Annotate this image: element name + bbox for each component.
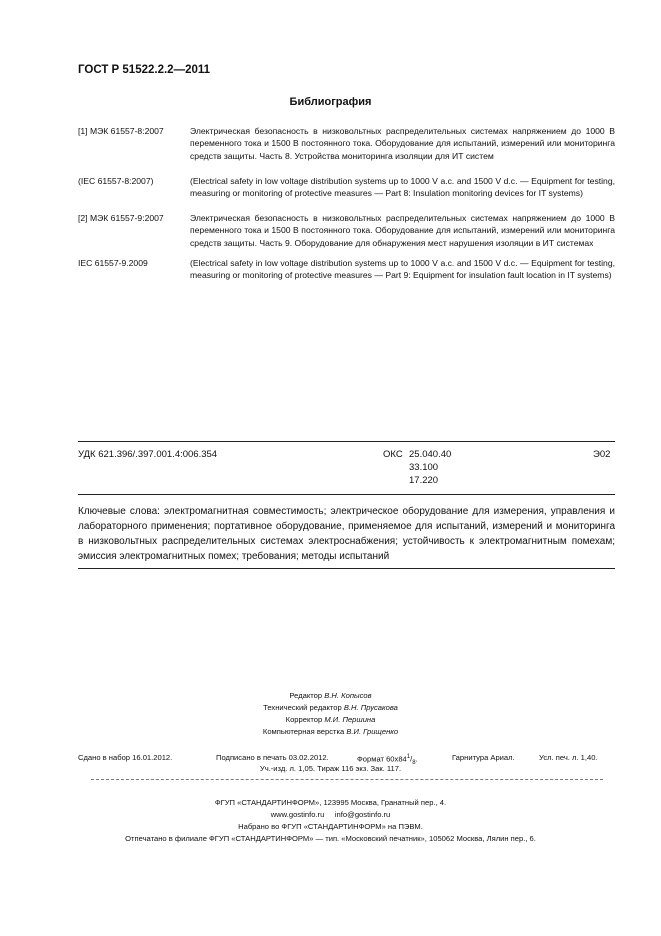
credit-name: В.Н. Прусакова xyxy=(343,703,398,712)
credit-corrector xyxy=(0,714,661,726)
divider-bottom xyxy=(78,568,615,569)
bibliography-title: Библиография xyxy=(289,96,372,108)
bibliography-entry xyxy=(78,125,615,162)
credit-name: В.Н. Копысов xyxy=(324,691,372,700)
oks-label: ОКС xyxy=(383,449,403,460)
publisher-address: ФГУП «СТАНДАРТИНФОРМ», 123995 Москва, Гранатный пер., 4. xyxy=(214,798,447,807)
divider-top xyxy=(78,441,615,442)
bibliography-ref: [2] МЭК 61557-9:2007 xyxy=(78,213,164,223)
oks-code: 17.220 xyxy=(409,475,439,486)
print-sheets: Усл. печ. л. 1,40. xyxy=(539,753,598,762)
bibliography-ref: IEC 61557-9.2009 xyxy=(78,258,148,268)
credit-role: Технический редактор xyxy=(263,703,342,712)
typeset-note: Набрано во ФГУП «СТАНДАРТИНФОРМ» на ПЭВМ. xyxy=(238,822,423,831)
signed-date: Подписано в печать 03.02.2012. xyxy=(216,753,329,762)
bibliography-entry xyxy=(78,175,615,200)
bibliography-text: Электрическая безопасность в низковольтных распределительных системах напряжением до 1000 В переменного тока и 1500 В постоянного тока. Оборудование для испытаний, измерений или мониторинга средств защиты. Часть 8. Устройства мониторинга изоляции для ИТ систем xyxy=(190,126,615,161)
bibliography-entry xyxy=(78,212,615,249)
format-numerator: 1 xyxy=(406,754,411,760)
credit-layout xyxy=(0,726,661,738)
divider-footer xyxy=(91,779,603,780)
bibliography-ref: [1] МЭК 61557-8:2007 xyxy=(78,126,164,136)
format-label: Формат 60x84 xyxy=(357,754,407,764)
oks-code: 33.100 xyxy=(409,462,439,473)
credit-role: Компьютерная верстка xyxy=(262,727,345,736)
udk-code: УДК 621.396/.397.001.4:006.354 xyxy=(78,449,218,460)
group-code: Э02 xyxy=(593,449,611,460)
credit-role: Корректор xyxy=(285,715,323,724)
keywords: Ключевые слова: электромагнитная совместимость; электрическое оборудование для измерения, управления и лабораторного применения; портативное оборудование, применяемое для испытаний, измерений и мониторинга в низковольтных распределительных системах электроснабжения; устойчивость к электромагнитным помехам; эмиссия электромагнитных помех; требования; методы испытаний xyxy=(78,506,615,562)
divider-keywords xyxy=(78,494,615,495)
credit-name: В.И. Грищенко xyxy=(346,727,399,736)
sent-date: Сдано в набор 16.01.2012. xyxy=(78,753,173,762)
oks-code: 25.040.40 xyxy=(409,449,452,460)
credit-editor xyxy=(0,690,661,702)
bibliography-text: (Electrical safety in low voltage distribution systems up to 1000 V a.c. and 1500 V d.c. — Equipment for testing, measuring or monitoring of protective measures — Part 9: Equipment for insulation fault location in IT systems) xyxy=(190,258,615,281)
publishing-details: Уч.-изд. л. 1,05. Тираж 116 экз. Зак. 117. xyxy=(259,764,402,773)
paper-format: Формат $60x84^1/_8$. xyxy=(357,754,418,767)
publisher-contacts xyxy=(0,809,661,821)
bibliography-entry xyxy=(78,257,615,282)
bibliography-ref: (IEC 61557-8:2007) xyxy=(78,176,154,186)
bibliography-text: (Electrical safety in low voltage distribution systems up to 1000 V a.c. and 1500 V d.c. — Equipment for testing, measuring or monitoring of protective measures — Part 8: Insulation monitoring devices for IT systems) xyxy=(190,176,615,199)
credit-role: Редактор xyxy=(289,691,323,700)
format-denominator: 8 xyxy=(412,760,416,767)
printed-note: Отпечатано в филиале ФГУП «СТАНДАРТИНФОРМ» — тип. «Московский печатник», 105062 Москва, Лялин пер., 6. xyxy=(125,834,536,843)
typeface: Гарнитура Ариал. xyxy=(452,753,515,762)
bibliography-text: Электрическая безопасность в низковольтных распределительных системах напряжением до 1000 В переменного тока и 1500 В постоянного тока. Оборудование для испытаний, измерений или мониторинга средств защиты. Часть 9. Оборудование для обнаружения мест нарушения изоляции в ИТ системах xyxy=(190,213,615,248)
document-code: ГОСТ Р 51522.2.2—2011 xyxy=(78,64,211,76)
publisher-email: info@gostinfo.ru xyxy=(334,810,391,819)
credit-tech-editor xyxy=(0,702,661,714)
credit-name: М.И. Першина xyxy=(324,715,376,724)
publisher-website: www.gostinfo.ru xyxy=(270,810,325,819)
